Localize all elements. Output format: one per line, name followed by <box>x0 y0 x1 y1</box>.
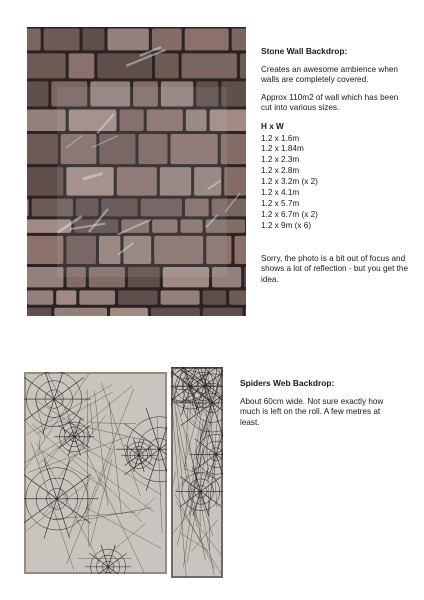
size-item: 1.2 x 2.3m <box>261 155 300 165</box>
stone-wall-photo <box>27 27 246 316</box>
spider-web-heading: Spiders Web Backdrop: <box>240 378 335 388</box>
size-item: 1.2 x 9m (x 6) <box>261 220 312 230</box>
stone-wall-image <box>27 27 246 316</box>
photo-note: Sorry, the photo is a bit out of focus and shows a lot of reflection - but you get the idea. <box>261 253 409 284</box>
stone-wall-approx: Approx 110m2 of wall which has been cut into various sizes. <box>261 92 399 113</box>
spider-web-photo-roll <box>171 367 223 578</box>
spider-web-image-roll <box>171 367 223 578</box>
size-header: H x W <box>261 121 284 131</box>
stone-wall-heading: Stone Wall Backdrop: <box>261 46 348 56</box>
size-item: 1.2 x 5.7m <box>261 199 300 208</box>
spider-web-image-flat <box>24 372 167 574</box>
spider-web-description: About 60cm wide. Not sure exactly how much is left on the roll. A few metres at least. <box>240 396 384 427</box>
size-item: 1.2 x 1.84m <box>261 144 304 154</box>
stone-wall-description: Creates an awesome ambience when walls are completely covered. <box>261 64 398 85</box>
spider-web-section <box>240 378 400 435</box>
stone-wall-section <box>261 46 411 293</box>
size-item: 1.2 x 6.7m (x 2) <box>261 209 318 219</box>
size-item: 1.2 x 1.6m <box>261 133 300 143</box>
size-item: 1.2 x 4.1m <box>261 188 300 198</box>
size-list <box>261 134 411 232</box>
size-item: 1.2 x 2.8m <box>261 166 300 176</box>
spider-web-photo-flat <box>24 372 167 574</box>
size-item: 1.2 x 3.2m (x 2) <box>261 177 318 187</box>
